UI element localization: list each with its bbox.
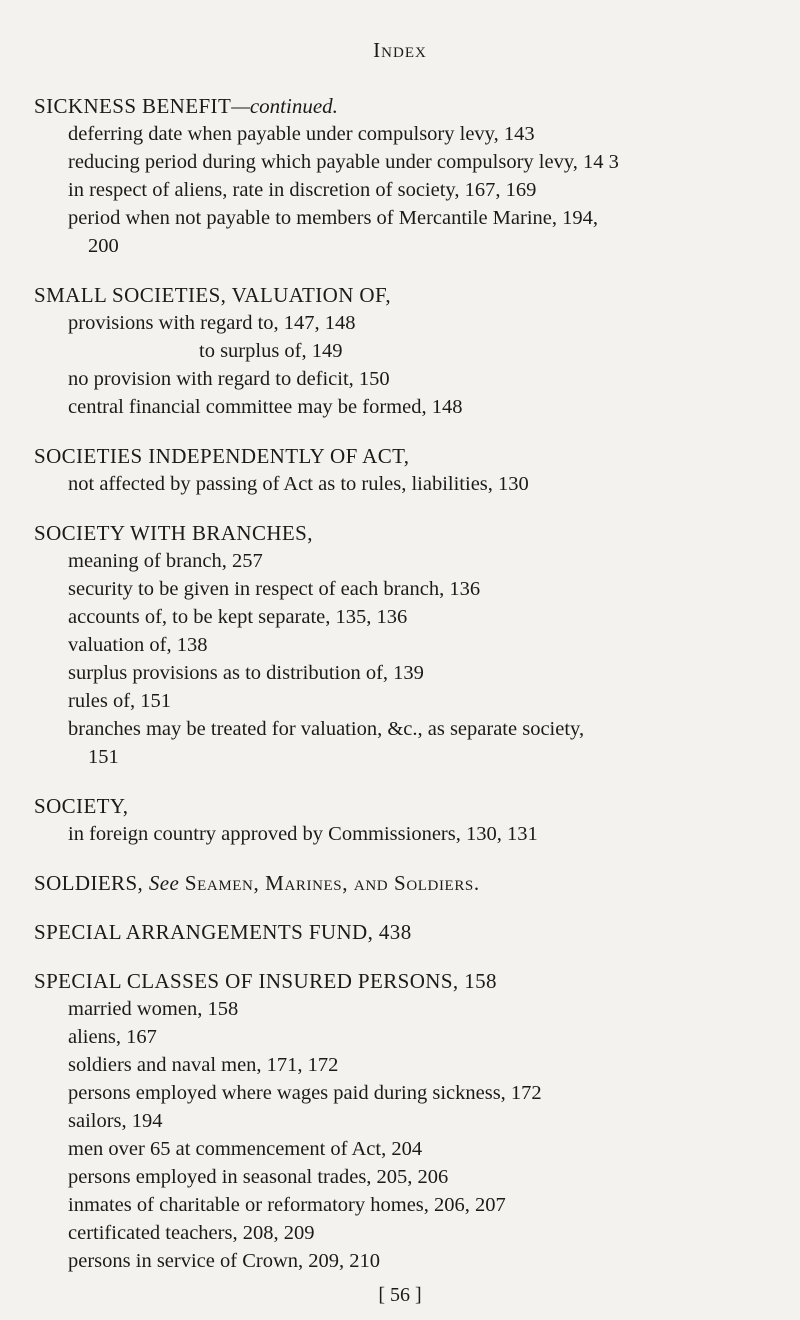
- cross-reference: Seamen, Marines, and Soldiers.: [184, 871, 480, 895]
- sub-entry: sailors, 194: [68, 1110, 163, 1132]
- sub-entry-continuation: 200: [88, 235, 119, 257]
- sub-entry-continuation: 151: [88, 746, 119, 768]
- sub-entry: no provision with regard to deficit, 150: [68, 368, 390, 390]
- index-entries: [34, 92, 794, 1296]
- sub-entry: in foreign country approved by Commissioners, 130, 131: [68, 823, 538, 845]
- sub-entry: inmates of charitable or reformatory homes, 206, 207: [68, 1194, 506, 1216]
- page-number: [ 56 ]: [378, 1284, 422, 1306]
- continued-note: —continued.: [231, 94, 338, 118]
- sub-entry: men over 65 at commencement of Act, 204: [68, 1138, 423, 1160]
- sub-entry: in respect of aliens, rate in discretion of society, 167, 169: [68, 179, 537, 201]
- entry-heading: [34, 92, 794, 120]
- running-head: Index: [373, 38, 427, 62]
- entry-heading: SOCIETY WITH BRANCHES,: [34, 521, 313, 545]
- sub-entry: married women, 158: [68, 998, 239, 1020]
- sub-entry: persons employed where wages paid during sickness, 172: [68, 1082, 542, 1104]
- sub-entry: central financial committee may be formed, 148: [68, 396, 463, 418]
- entry-heading: SPECIAL ARRANGEMENTS FUND, 438: [34, 920, 412, 944]
- sub-entry: security to be given in respect of each branch, 136: [68, 578, 481, 600]
- sub-entry: provisions with regard to, 147, 148: [68, 312, 356, 334]
- sub-entry: accounts of, to be kept separate, 135, 136: [68, 606, 408, 628]
- index-entry: [34, 442, 794, 498]
- index-entry: [34, 92, 794, 260]
- index-entry: [34, 792, 794, 848]
- index-entry: [34, 918, 794, 946]
- sub-entry: soldiers and naval men, 171, 172: [68, 1054, 339, 1076]
- index-entry: [34, 967, 794, 1275]
- sub-entry: persons employed in seasonal trades, 205, 206: [68, 1166, 449, 1188]
- sub-entry: valuation of, 138: [68, 634, 208, 656]
- sub-entry: persons in service of Crown, 209, 210: [68, 1250, 381, 1272]
- sub-entry: surplus provisions as to distribution of, 139: [68, 662, 424, 684]
- index-entry: [34, 519, 794, 771]
- sub-entry: reducing period during which payable under compulsory levy, 14 3: [68, 151, 619, 173]
- sub-entry: deferring date when payable under compulsory levy, 143: [68, 123, 535, 145]
- entry-heading: [34, 869, 794, 897]
- sub-entry: not affected by passing of Act as to rules, liabilities, 130: [68, 473, 529, 495]
- entry-heading: SPECIAL CLASSES OF INSURED PERSONS, 158: [34, 969, 497, 993]
- index-entry: [34, 281, 794, 421]
- sub-entry: to surplus of, 149: [199, 340, 343, 362]
- sub-entry: aliens, 167: [68, 1026, 157, 1048]
- sub-entry: certificated teachers, 208, 209: [68, 1222, 315, 1244]
- heading-text: SICKNESS BENEFIT: [34, 94, 232, 118]
- entry-heading: SMALL SOCIETIES, VALUATION OF,: [34, 283, 392, 307]
- sub-entry: period when not payable to members of Mercantile Marine, 194,: [68, 207, 598, 229]
- heading-text: SOLDIERS,: [34, 871, 144, 895]
- index-entry: [34, 869, 794, 897]
- sub-entry: meaning of branch, 257: [68, 550, 263, 572]
- entry-heading: SOCIETY,: [34, 794, 129, 818]
- entry-heading: SOCIETIES INDEPENDENTLY OF ACT,: [34, 444, 410, 468]
- sub-entry: rules of, 151: [68, 690, 172, 712]
- sub-entry: branches may be treated for valuation, &c., as separate society,: [68, 718, 585, 740]
- see-reference-label: See: [148, 871, 180, 895]
